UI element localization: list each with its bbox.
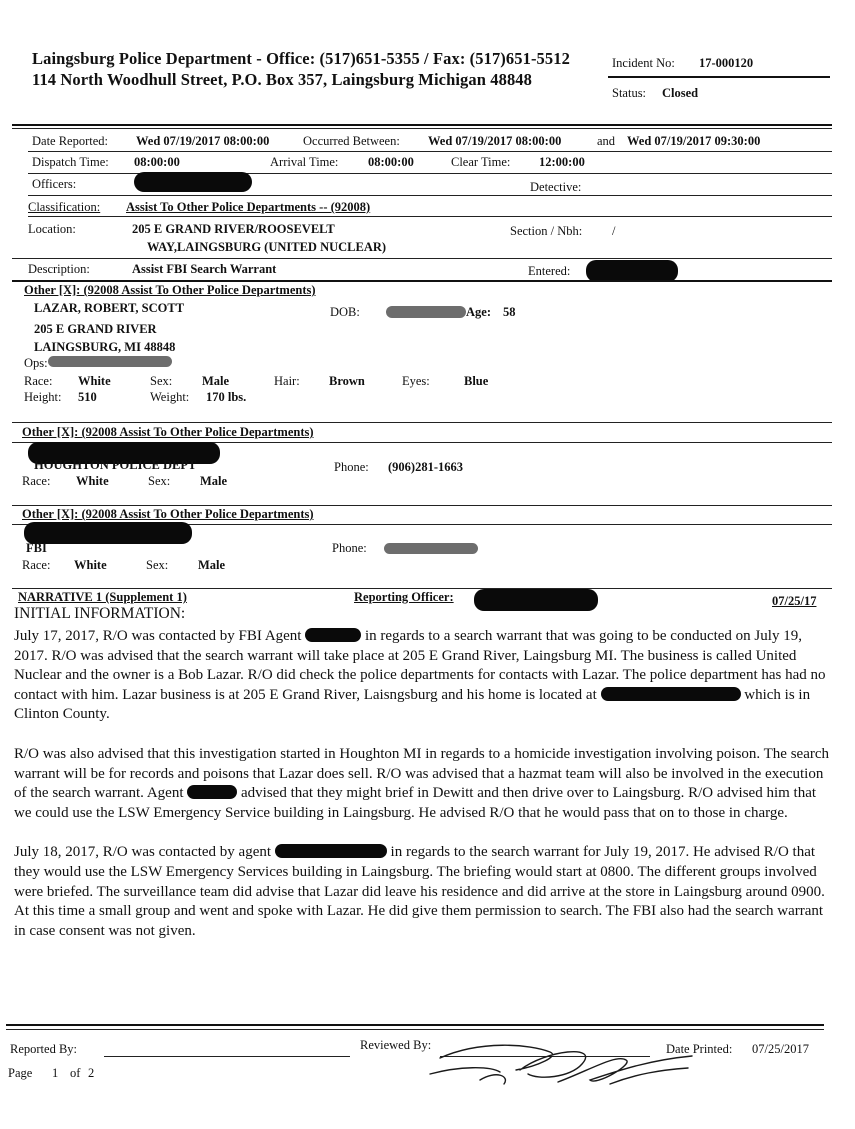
reviewed-by-label: Reviewed By: xyxy=(360,1038,432,1052)
person2-race-label: Race: xyxy=(22,474,51,488)
person1-rule xyxy=(12,422,832,423)
narrative-date: 07/25/17 xyxy=(772,594,817,608)
arrival-time-label: Arrival Time: xyxy=(270,155,339,169)
section-value: / xyxy=(612,224,616,238)
date-printed-value: 07/25/2017 xyxy=(752,1042,809,1056)
person3-name: FBI xyxy=(26,541,47,555)
person1-age-value: 58 xyxy=(503,305,516,319)
location-line1: 205 E GRAND RIVER/ROOSEVELT xyxy=(132,222,335,236)
person2-sex-value: Male xyxy=(200,474,228,488)
dispatch-time-value: 08:00:00 xyxy=(134,155,180,169)
section-label: Section / Nbh: xyxy=(510,224,583,238)
entered-label: Entered: xyxy=(528,264,571,278)
clear-time-label: Clear Time: xyxy=(451,155,511,169)
detective-label: Detective: xyxy=(530,180,582,194)
person2-phone-label: Phone: xyxy=(334,460,369,474)
page-number: 1 xyxy=(52,1066,59,1080)
redaction-home-address xyxy=(601,687,741,701)
details-top-rule xyxy=(12,124,832,126)
description-value: Assist FBI Search Warrant xyxy=(132,262,277,276)
redaction-agent-1 xyxy=(305,628,361,642)
redaction-entered xyxy=(586,260,678,282)
clear-time-value: 12:00:00 xyxy=(539,155,585,169)
person2-heading: Other [X]: (92008 Assist To Other Police Departments) xyxy=(22,425,314,439)
redaction-agent-2 xyxy=(187,785,237,799)
narrative-p1-part2: in regards to a search warrant that was going to be conducted on July 19, 2017. R/O was advised that the search warrant will take place at 205 E Grand River, Laingsburg MI. The business is called United Nuclear and the owner is a Bob Lazar. R/O did check the police departments for contacts with Lazar. The police department has had no contact with him. Lazar business is at 205 E Grand River, Laisngsburg and his home is located at xyxy=(14,628,826,703)
person1-heading: Other [X]: (92008 Assist To Other Police Departments) xyxy=(24,283,316,297)
person1-sex-value: Male xyxy=(202,374,230,388)
paragraph-gap xyxy=(14,725,829,745)
person1-height-value: 510 xyxy=(78,390,97,404)
person1-name: LAZAR, ROBERT, SCOTT xyxy=(34,301,185,315)
narrative-paragraph-3 xyxy=(14,843,829,941)
person3-phone-label: Phone: xyxy=(332,541,367,555)
person1-eyes-label: Eyes: xyxy=(402,374,430,388)
row-rule-1 xyxy=(28,151,832,152)
person1-race-label: Race: xyxy=(24,374,53,388)
redaction-dob xyxy=(386,306,466,318)
person1-height-label: Height: xyxy=(24,390,62,404)
incident-number-value: 17-000120 xyxy=(699,56,754,70)
person1-hair-value: Brown xyxy=(329,374,365,388)
department-header-line2: 114 North Woodhull Street, P.O. Box 357, Laingsburg Michigan 48848 xyxy=(32,70,532,89)
narrative-p2-part2: advised that they might brief in Dewitt and then drive over to Laingsburg. R/O advised him that we could use the LSW Emergency Service building in Laingsburg. He advised R/O that he would pass that on to those in charge. xyxy=(14,785,817,821)
person1-sex-label: Sex: xyxy=(150,374,173,388)
row-rule-6 xyxy=(12,280,832,282)
location-line2: WAY,LAINGSBURG (UNITED NUCLEAR) xyxy=(147,240,387,254)
status-value: Closed xyxy=(662,86,699,100)
redaction-ops xyxy=(48,356,172,367)
date-reported-label: Date Reported: xyxy=(32,134,109,148)
person2-phone-value: (906)281-1663 xyxy=(388,460,463,474)
person3-sex-value: Male xyxy=(198,558,226,572)
footer-rule-1 xyxy=(6,1024,824,1026)
classification-label: Classification: xyxy=(28,200,101,214)
footer-rule-2 xyxy=(6,1029,824,1030)
page-total: 2 xyxy=(88,1066,95,1080)
incident-rule xyxy=(608,76,830,78)
arrival-time-value: 08:00:00 xyxy=(368,155,414,169)
row-rule-3 xyxy=(28,195,832,196)
reported-by-label: Reported By: xyxy=(10,1042,78,1056)
person3-bottom-rule xyxy=(12,588,832,589)
person1-age-label: Age: xyxy=(466,305,491,319)
narrative-p3-part1: July 18, 2017, R/O was contacted by agent xyxy=(14,844,272,861)
paragraph-gap xyxy=(14,823,829,843)
person2-bottom-rule xyxy=(12,505,832,506)
person1-address-line2: LAINGSBURG, MI 48848 xyxy=(34,340,176,354)
redaction-reporting-officer xyxy=(474,589,598,611)
narrative-heading: NARRATIVE 1 (Supplement 1) xyxy=(18,590,187,604)
incident-number-label: Incident No: xyxy=(612,56,675,70)
reporting-officer-label: Reporting Officer: xyxy=(354,590,454,604)
row-rule-5 xyxy=(12,258,832,259)
person1-ops-label: Ops: xyxy=(24,356,48,370)
date-printed-label: Date Printed: xyxy=(666,1042,733,1056)
redaction-person3 xyxy=(24,522,192,544)
page-of-label: of xyxy=(70,1066,81,1080)
occurred-from-value: Wed 07/19/2017 08:00:00 xyxy=(428,134,562,148)
dispatch-time-label: Dispatch Time: xyxy=(32,155,109,169)
officers-label: Officers: xyxy=(32,177,77,191)
department-header-line1: Laingsburg Police Department - Office: (517)651-5355 / Fax: (517)651-5512 xyxy=(32,49,570,68)
narrative-p1-part1: July 17, 2017, R/O was contacted by FBI Agent xyxy=(14,628,302,644)
redaction-agent-3 xyxy=(275,844,387,858)
reported-by-line xyxy=(104,1056,350,1057)
person3-race-value: White xyxy=(74,558,107,572)
date-reported-value: Wed 07/19/2017 08:00:00 xyxy=(136,134,270,148)
description-label: Description: xyxy=(28,262,90,276)
status-label: Status: xyxy=(612,86,647,100)
person1-eyes-value: Blue xyxy=(464,374,489,388)
person2-race-value: White xyxy=(76,474,109,488)
person3-sex-label: Sex: xyxy=(146,558,169,572)
person2-name: HOUGHTON POLICE DEPT xyxy=(34,458,197,472)
narrative-p2-part1: R/O was also advised that this investigation started in Houghton MI in regards to a homicide investigation involving poison. The search warrant will be for records and poisons that Lazar does sell. R/O was advised that a hazmat team will also be involved in the execution of the search warrant. Agent xyxy=(14,745,830,802)
person1-dob-label: DOB: xyxy=(330,305,360,319)
page-label: Page xyxy=(8,1066,33,1080)
person3-race-label: Race: xyxy=(22,558,51,572)
location-label: Location: xyxy=(28,222,76,236)
redaction-officers xyxy=(134,172,252,192)
classification-value: Assist To Other Police Departments -- (92008) xyxy=(126,200,371,214)
person3-heading: Other [X]: (92008 Assist To Other Police Departments) xyxy=(22,507,314,521)
redaction-phone xyxy=(384,543,478,554)
occurred-to-value: Wed 07/19/2017 09:30:00 xyxy=(627,134,761,148)
person1-weight-value: 170 lbs. xyxy=(206,390,247,404)
reviewer-signature xyxy=(420,1030,700,1090)
person1-address-line1: 205 E GRAND RIVER xyxy=(34,322,157,336)
details-top-rule-2 xyxy=(12,128,832,129)
narrative-body xyxy=(14,627,829,941)
row-rule-4 xyxy=(28,216,832,217)
person1-hair-label: Hair: xyxy=(274,374,300,388)
occurred-and-label: and xyxy=(597,134,616,148)
person1-weight-label: Weight: xyxy=(150,390,190,404)
person1-race-value: White xyxy=(78,374,111,388)
narrative-paragraph-2 xyxy=(14,745,829,823)
narrative-p3-part2: in regards to the search warrant for July 19, 2017. He advised R/O that they would use the LSW Emergency Services building in Laingsburg. The briefing would start at 0800. The different groups involved were briefed. The surveillance team did advise that Lazar did leave his residence and did arrive at the store in Laingsburg around 0900. At this time a small group and went and spoke with Lazar. He did give them permission to search. The FBI also had the search warrant in case consent was not given. xyxy=(14,844,825,939)
narrative-paragraph-1 xyxy=(14,627,829,725)
person2-sex-label: Sex: xyxy=(148,474,171,488)
occurred-between-label: Occurred Between: xyxy=(303,134,400,148)
narrative-p1-part3: which is in Clinton County. xyxy=(14,686,811,723)
narrative-title: INITIAL INFORMATION: xyxy=(14,605,186,622)
